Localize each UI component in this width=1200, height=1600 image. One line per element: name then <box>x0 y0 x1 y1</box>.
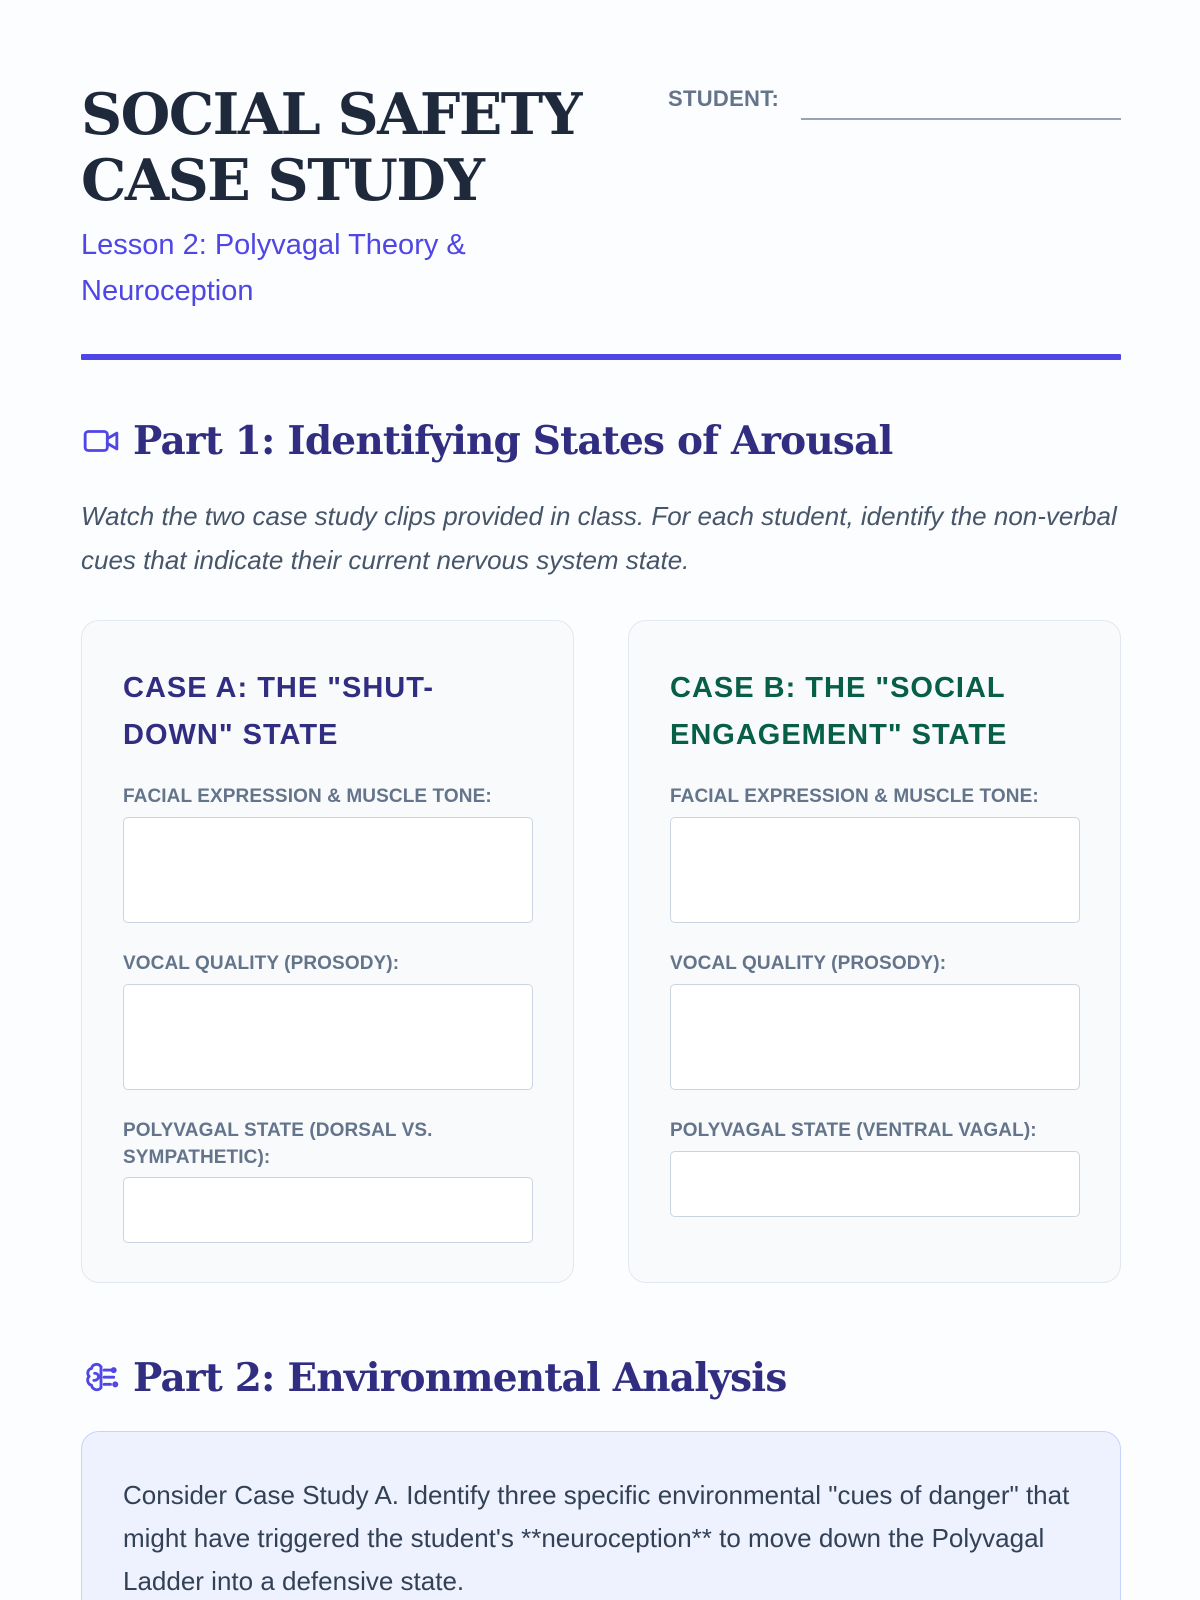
brain-icon <box>81 1358 121 1398</box>
title-line-1: SOCIAL SAFETY <box>81 81 581 148</box>
student-label: STUDENT: <box>668 86 780 111</box>
part2-prompt: Consider Case Study A. Identify three specific environmental "cues of danger" that might have triggered the student's **neuroception** to move down the Polyvagal Ladder into a defensive state. <box>123 1480 1070 1596</box>
case-a-vocal-input[interactable] <box>123 984 533 1090</box>
case-b-card <box>628 620 1121 1283</box>
case-b-state-input[interactable] <box>670 1151 1080 1217</box>
page-title <box>81 82 641 214</box>
case-a-card <box>81 620 574 1283</box>
worksheet-page <box>81 0 1121 1596</box>
case-a-state-label: POLYVAGAL STATE (DORSAL VS. SYMPATHETIC): <box>123 1120 433 1168</box>
case-b-facial-input[interactable] <box>670 817 1080 923</box>
case-a-title: CASE A: THE "SHUT-DOWN" STATE <box>123 672 435 751</box>
student-name-field <box>668 86 1121 120</box>
title-line-2: CASE STUDY <box>81 147 484 214</box>
case-a-facial-input[interactable] <box>123 817 533 923</box>
lesson-subtitle: Lesson 2: Polyvagal Theory & Neuroception <box>81 229 466 307</box>
case-b-title: CASE B: THE "SOCIAL ENGAGEMENT" STATE <box>670 672 1008 751</box>
case-b-vocal-label: VOCAL QUALITY (PROSODY): <box>670 953 947 974</box>
part1-title: Part 1: Identifying States of Arousal <box>133 418 893 464</box>
worksheet-header <box>81 0 1121 362</box>
case-b-facial-label: FACIAL EXPRESSION & MUSCLE TONE: <box>670 786 1039 807</box>
environmental-analysis-box <box>81 1431 1121 1600</box>
case-a-facial-label: FACIAL EXPRESSION & MUSCLE TONE: <box>123 786 492 807</box>
part2-heading <box>81 1354 786 1402</box>
part1-heading <box>81 417 893 465</box>
case-b-vocal-input[interactable] <box>670 984 1080 1090</box>
part2-title: Part 2: Environmental Analysis <box>133 1355 787 1401</box>
part1-instructions: Watch the two case study clips provided in class. For each student, identify the non-verbal cues that indicate their current nervous system state. <box>81 501 1117 575</box>
case-a-vocal-label: VOCAL QUALITY (PROSODY): <box>123 953 400 974</box>
student-name-line[interactable] <box>801 118 1121 120</box>
case-a-state-input[interactable] <box>123 1177 533 1243</box>
video-camera-icon <box>81 421 121 461</box>
case-b-state-label: POLYVAGAL STATE (VENTRAL VAGAL): <box>670 1120 1037 1141</box>
header-divider <box>81 354 1121 360</box>
